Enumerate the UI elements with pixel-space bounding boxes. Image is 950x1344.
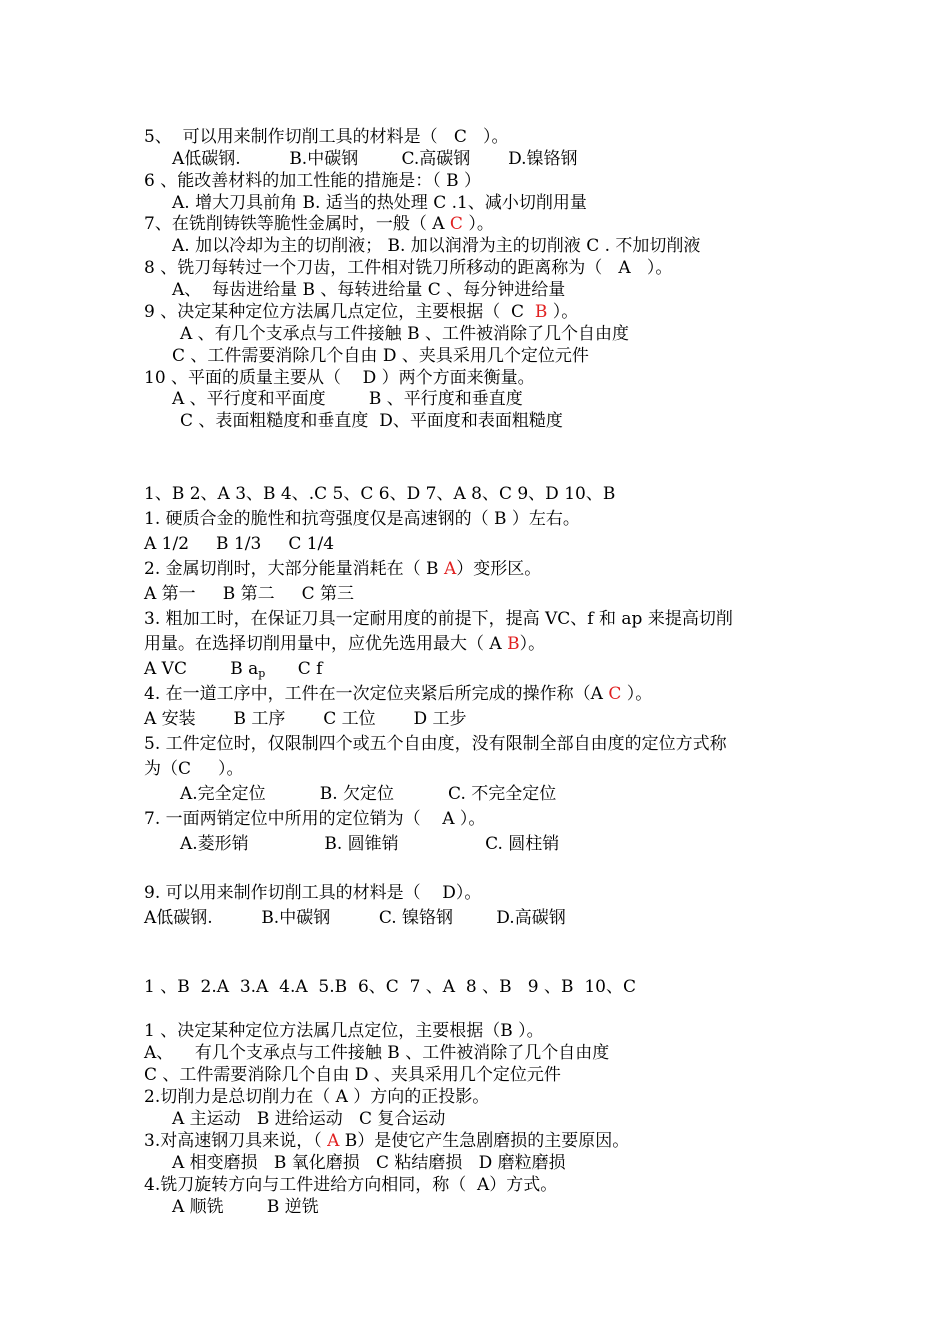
- line-text: 1 、决定某种定位方法属几点定位，主要根据（B ）。: [144, 1021, 544, 1041]
- line-text: 4.铣刀旋转方向与工件进给方向相同，称（ A）方式。: [144, 1175, 558, 1195]
- line-text: A 相变磨损 B 氧化磨损 C 粘结磨损 D 磨粒磨损: [172, 1153, 566, 1173]
- text-line: [144, 1065, 561, 1085]
- red-answer-mark: B: [507, 634, 520, 654]
- text-line: [172, 346, 589, 366]
- line-text: 9. 可以用来制作切削工具的材料是（ D）。: [144, 883, 482, 903]
- line-text: 1、B 2、A 3、B 4、.C 5、C 6、D 7、A 8、C 9、D 10、B: [144, 484, 616, 504]
- line-text: B）是使它产生急剧磨损的主要原因。: [339, 1131, 630, 1151]
- line-text: 7. 一面两销定位中所用的定位销为（ A ）。: [144, 809, 486, 829]
- line-text: 9 、决定某种定位方法属几点定位，主要根据（ C: [144, 302, 535, 322]
- line-text: A. 增大刀具前角 B. 适当的热处理 C .1、减小切削用量: [172, 193, 587, 213]
- line-text: A VC B a: [144, 659, 259, 679]
- text-line: [144, 1021, 544, 1041]
- text-line: [180, 784, 556, 804]
- line-text: A 1/2 B 1/3 C 1/4: [144, 534, 335, 554]
- line-text: A、 有几个支承点与工件接触 B 、工件被消除了几个自由度: [144, 1043, 610, 1063]
- line-text: C 、表面粗糙度和垂直度 D、平面度和表面粗糙度: [180, 411, 563, 431]
- text-line: [172, 389, 523, 409]
- line-text: A、 每齿进给量 B 、每转进给量 C 、每分钟进给量: [172, 280, 566, 300]
- line-text: 6 、能改善材料的加工性能的措施是：（ B ）: [144, 171, 482, 191]
- line-text: 10 、平面的质量主要从（ D ）两个方面来衡量。: [144, 368, 535, 388]
- line-text: C 、工件需要消除几个自由 D 、夹具采用几个定位元件: [172, 346, 589, 366]
- text-line: [144, 977, 636, 997]
- text-line: [144, 127, 509, 147]
- line-text: A低碳钢. B.中碳钢 C. 镍铬钢 D.高碳钢: [144, 908, 566, 928]
- text-line: [144, 908, 566, 928]
- text-line: [172, 1153, 566, 1173]
- line-text: A 主运动 B 进给运动 C 复合运动: [172, 1109, 446, 1129]
- line-text: A.菱形销 B. 圆锥销 C. 圆柱销: [180, 834, 560, 854]
- line-text: 5、 可以用来制作切削工具的材料是（ C ）。: [144, 127, 509, 147]
- text-line: [144, 809, 485, 829]
- line-text: A.完全定位 B. 欠定位 C. 不完全定位: [180, 784, 557, 804]
- line-text: C 、工件需要消除几个自由 D 、夹具采用几个定位元件: [144, 1065, 561, 1085]
- text-line: [172, 193, 587, 213]
- red-answer-mark: A: [327, 1131, 340, 1151]
- line-text: ）。: [462, 214, 494, 234]
- text-line: [144, 883, 481, 903]
- subscript-text: p: [258, 667, 266, 680]
- line-text: A 安装 B 工序 C 工位 D 工步: [144, 709, 467, 729]
- red-answer-mark: A: [443, 559, 457, 579]
- text-line: [144, 609, 733, 629]
- text-line: [172, 1109, 445, 1129]
- line-text: ）。: [547, 302, 579, 322]
- line-text: ）变形区。: [456, 559, 542, 579]
- text-line: [144, 684, 652, 704]
- line-text: 3.对高速钢刀具来说，（: [144, 1131, 328, 1151]
- text-line: [180, 834, 559, 854]
- text-line: [144, 1175, 557, 1195]
- line-text: A 、平行度和平面度 B 、平行度和垂直度: [172, 389, 523, 409]
- line-text: 1 、B 2.A 3.A 4.A 5.B 6、C 7 、A 8 、B 9 、B 10、C: [144, 977, 636, 997]
- text-line: [144, 302, 578, 322]
- line-text: 4. 在一道工序中，工件在一次定位夹紧后所完成的操作称（A: [144, 684, 609, 704]
- line-text: A低碳钢. B.中碳钢 C.高碳钢 D.镍铬钢: [172, 149, 578, 169]
- text-line: [144, 214, 494, 234]
- text-line: [144, 559, 541, 579]
- line-text: 2.切削力是总切削力在（ A ）方向的正投影。: [144, 1087, 490, 1107]
- text-line: [172, 149, 578, 169]
- text-line: [144, 534, 334, 554]
- text-line: [144, 368, 535, 388]
- line-text: A 、有几个支承点与工件接触 B 、工件被消除了几个自由度: [180, 324, 629, 344]
- text-line: [144, 709, 467, 729]
- text-line: [180, 411, 563, 431]
- line-text: A. 加以冷却为主的切削液； B. 加以润滑为主的切削液 C . 不加切削液: [172, 236, 701, 256]
- text-line: [144, 258, 672, 278]
- line-text: 3. 粗加工时，在保证刀具一定耐用度的前提下，提高 VC、f 和 ap 来提高切削: [144, 609, 733, 629]
- line-text: A 顺铣 B 逆铣: [172, 1197, 319, 1217]
- line-text: C f: [265, 659, 323, 679]
- red-answer-mark: C: [449, 214, 463, 234]
- text-line: [144, 509, 580, 529]
- line-text: 为（C ）。: [144, 759, 244, 779]
- line-text: A 第一 B 第二 C 第三: [144, 584, 355, 604]
- text-line: [172, 280, 565, 300]
- line-text: ）。: [519, 634, 546, 654]
- text-line: [144, 1043, 609, 1063]
- text-line: [144, 759, 244, 779]
- text-line: [180, 324, 629, 344]
- line-text: 8 、铣刀每转过一个刀齿，工件相对铣刀所移动的距离称为（ A ）。: [144, 258, 673, 278]
- text-line: [144, 734, 727, 754]
- text-line: [144, 484, 615, 504]
- text-line: [144, 659, 322, 684]
- line-text: 2. 金属切削时，大部分能量消耗在（ B: [144, 559, 444, 579]
- red-answer-mark: C: [608, 684, 622, 704]
- text-line: [144, 1087, 489, 1107]
- text-line: [144, 584, 354, 604]
- red-answer-mark: B: [534, 302, 548, 322]
- text-line: [144, 634, 545, 654]
- line-text: 1. 硬质合金的脆性和抗弯强度仅是高速钢的（ B ）左右。: [144, 509, 580, 529]
- line-text: ）。: [621, 684, 653, 704]
- text-line: [144, 1131, 629, 1151]
- text-line: [144, 171, 481, 191]
- line-text: 用量。在选择切削用量中，应优先选用最大（ A: [144, 634, 508, 654]
- line-text: 7、在铣削铸铁等脆性金属时，一般（ A: [144, 214, 450, 234]
- text-line: [172, 236, 700, 256]
- text-line: [172, 1197, 319, 1217]
- line-text: 5. 工件定位时，仅限制四个或五个自由度，没有限制全部自由度的定位方式称: [144, 734, 727, 754]
